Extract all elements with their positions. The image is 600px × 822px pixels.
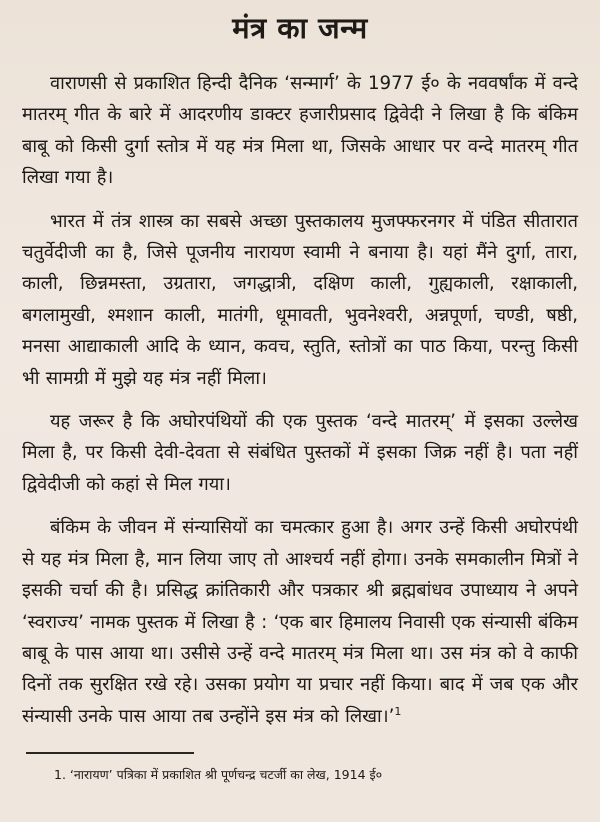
paragraph-3: यह जरूर है कि अघोरपंथियों की एक पुस्तक ‘वन्दे मातरम्’ में इसका उल्लेख मिला है, पर किसी देवी-देवता से संबंधित पुस्तकों में इसका जिक्र नहीं है। पता नहीं द्विवेदीजी को कहां से मिल गया। — [22, 411, 578, 495]
footnote: 1. ‘नारायण’ पत्रिका में प्रकाशित श्री पूर्णचन्द्र चटर्जी का लेख, 1914 ई० — [54, 767, 383, 783]
paragraph-2: भारत में तंत्र शास्त्र का सबसे अच्छा पुस्तकालय मुजफ्फरनगर में पंडित सीतारात चतुर्वेदीजी का है, जिसे पूजनीय नारायण स्वामी ने बनाया है। यहां मैंने दुर्गा, तारा, काली, छिन्नमस्ता, उग्रतारा, जगद्धात्री, दक्षिण काली, गुह्यकाली, रक्षाकाली, बगलामुखी, श्मशान काली, मातंगी, धूमावती, भुवनेश्वरी, अन्नपूर्णा, चण्डी, षष्ठी, मनसा आद्याकाली आदि के ध्यान, कवच, स्तुति, स्तोत्रों का पाठ किया, परन्तु किसी भी सामग्री में मुझे यह मंत्र नहीं मिला। — [22, 210, 578, 389]
paragraph-1: वाराणसी से प्रकाशित हिन्दी दैनिक ‘सन्मार्ग’ के 1977 ई० के नववर्षांक में वन्दे मातरम् गीत के बारे में आदरणीय डाक्टर हजारीप्रसाद द्विवेदी ने लिखा है कि बंकिम बाबू को किसी दुर्गा स्तोत्र में यह मंत्र मिला था, जिसके आधार पर वन्दे मातरम् गीत लिखा गया है। — [22, 73, 578, 189]
paragraph-4-text: बंकिम के जीवन में संन्यासियों का चमत्कार हुआ है। अगर उन्हें किसी अघोरपंथी से यह मंत्र मिला है, मान लिया जाए तो आश्चर्य नहीं होगा। उनके समकालीन मित्रों ने इसकी चर्चा की है। प्रसिद्ध क्रांतिकारी और पत्रकार श्री ब्रह्मबांधव उपाध्याय ने अपने ‘स्वराज्य’ नामक पुस्तक में लिखा है : ‘एक बार हिमालय निवासी एक संन्यासी बंकिम बाबू के पास आया था। उसीसे उन्हें वन्दे मातरम् मंत्र मिला था। उस मंत्र को वे काफी दिनों तक सुरक्षित रखे रहे। उसका प्रयोग या प्रचार नहीं किया। बाद में जब एक और संन्यासी उनके पास आया तब उन्होंने इस मंत्र को लिखा।’ — [22, 517, 578, 727]
chapter-title: मंत्र का जन्म — [232, 11, 368, 45]
footnote-divider — [26, 752, 194, 754]
paragraph-4 — [22, 512, 578, 732]
footnote-reference: 1 — [394, 704, 402, 718]
